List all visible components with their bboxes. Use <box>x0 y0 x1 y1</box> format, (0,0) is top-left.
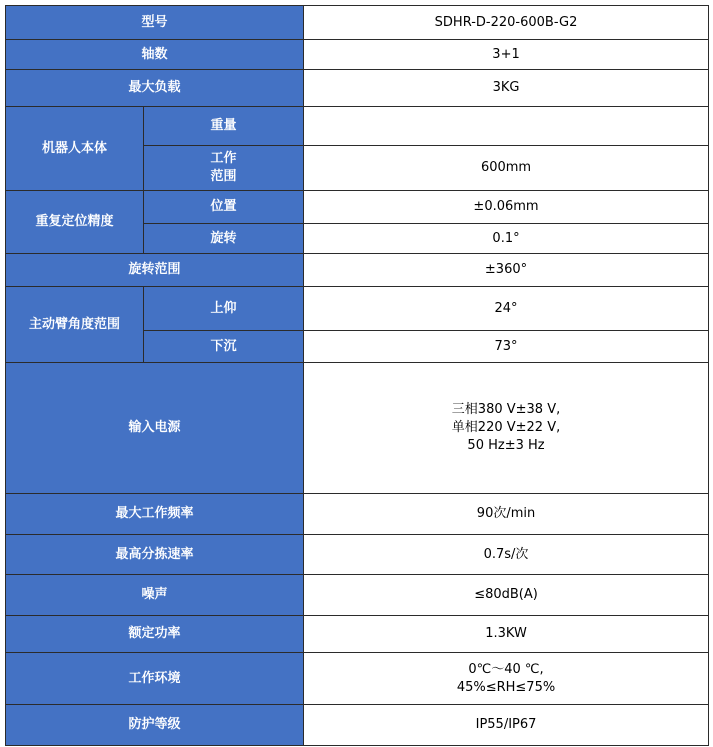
arm-down-value: 73° <box>304 331 709 363</box>
table-row <box>6 494 709 535</box>
table-row <box>6 575 709 616</box>
table-row <box>6 191 709 224</box>
max-frequency-value: 90次/min <box>304 494 709 535</box>
spec-table <box>5 5 709 746</box>
arm-up-value: 24° <box>304 287 709 331</box>
repeatability-label: 重复定位精度 <box>6 191 144 254</box>
table-row <box>6 70 709 107</box>
weight-value <box>304 107 709 146</box>
table-row <box>6 107 709 146</box>
power-input-label: 输入电源 <box>6 363 304 494</box>
work-range-label: 工作 范围 <box>144 146 304 191</box>
max-sort-rate-label: 最高分拣速率 <box>6 535 304 575</box>
rotation-value: 0.1° <box>304 224 709 254</box>
max-frequency-label: 最大工作频率 <box>6 494 304 535</box>
table-row <box>6 40 709 70</box>
max-sort-rate-value: 0.7s/次 <box>304 535 709 575</box>
max-load-label: 最大负载 <box>6 70 304 107</box>
table-row <box>6 653 709 705</box>
table-row <box>6 254 709 287</box>
environment-label: 工作环境 <box>6 653 304 705</box>
table-row <box>6 616 709 653</box>
robot-body-label: 机器人本体 <box>6 107 144 191</box>
noise-label: 噪声 <box>6 575 304 616</box>
position-value: ±0.06mm <box>304 191 709 224</box>
arm-angle-label: 主动臂角度范围 <box>6 287 144 363</box>
table-row <box>6 287 709 331</box>
rotation-range-label: 旋转范围 <box>6 254 304 287</box>
arm-down-label: 下沉 <box>144 331 304 363</box>
rotation-label: 旋转 <box>144 224 304 254</box>
weight-label: 重量 <box>144 107 304 146</box>
table-row <box>6 705 709 746</box>
protection-label: 防护等级 <box>6 705 304 746</box>
model-label: 型号 <box>6 6 304 40</box>
rated-power-label: 额定功率 <box>6 616 304 653</box>
axes-label: 轴数 <box>6 40 304 70</box>
work-range-value: 600mm <box>304 146 709 191</box>
table-row <box>6 363 709 494</box>
table-row <box>6 6 709 40</box>
model-value: SDHR-D-220-600B-G2 <box>304 6 709 40</box>
rotation-range-value: ±360° <box>304 254 709 287</box>
protection-value: IP55/IP67 <box>304 705 709 746</box>
power-input-value: 三相380 V±38 V, 单相220 V±22 V, 50 Hz±3 Hz <box>304 363 709 494</box>
rated-power-value: 1.3KW <box>304 616 709 653</box>
table-row <box>6 535 709 575</box>
position-label: 位置 <box>144 191 304 224</box>
arm-up-label: 上仰 <box>144 287 304 331</box>
environment-value: 0℃～40 ℃, 45%≤RH≤75% <box>304 653 709 705</box>
max-load-value: 3KG <box>304 70 709 107</box>
axes-value: 3+1 <box>304 40 709 70</box>
noise-value: ≤80dB(A) <box>304 575 709 616</box>
